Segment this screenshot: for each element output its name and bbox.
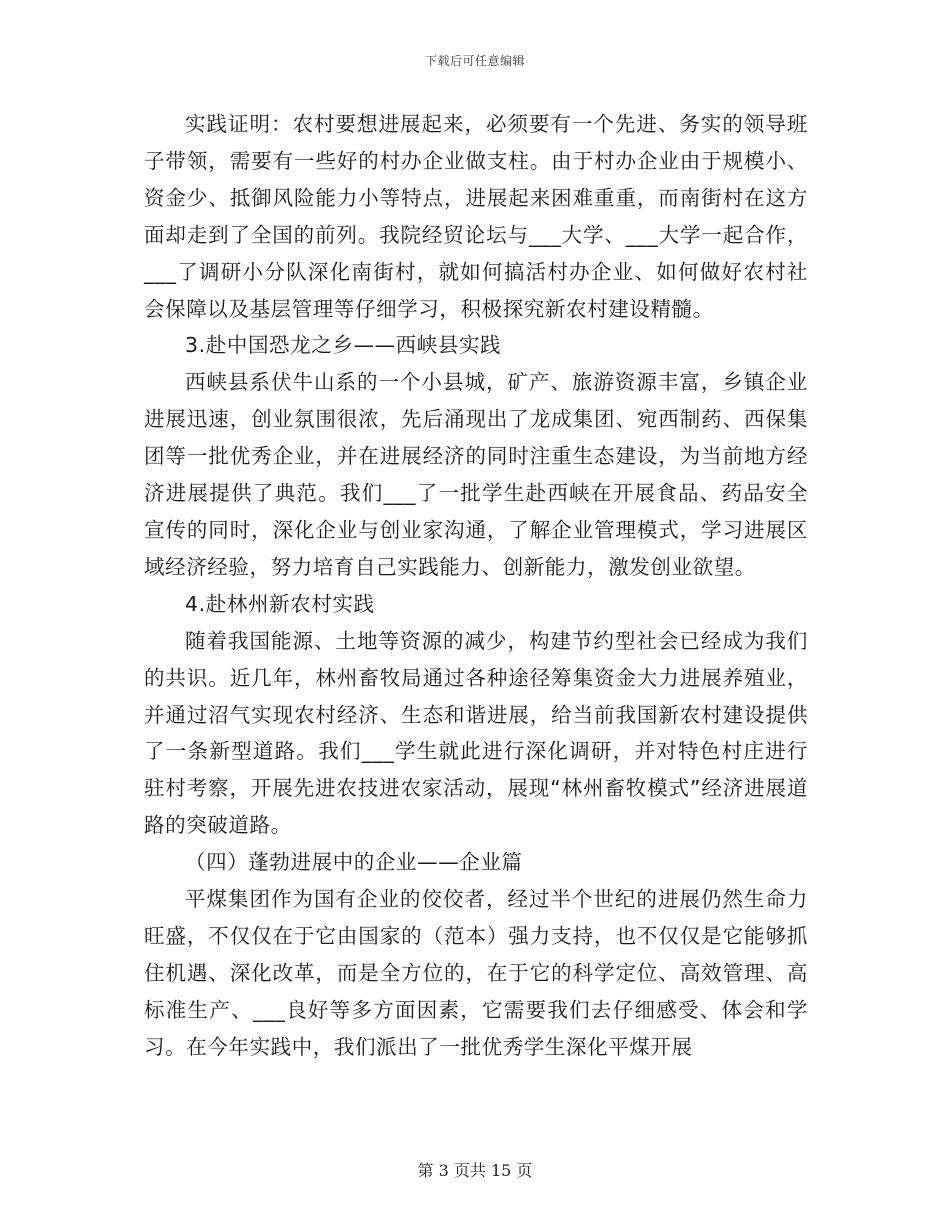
paragraph-pingmei: 平煤集团作为国有企业的佼佼者，经过半个世纪的进展仍然生命力旺盛，不仅仅在于它由国家的（范本）强力支持，也不仅仅是它能够抓住机遇、深化改革，而是全方位的，在于它的科学定位、高效管理、高标准生产、___良好等多方面因素，它需要我们去仔细感受、体会和学习。在今年实践中，我们派出了一批优秀学生深化平煤开展 [144,887,808,1059]
page-header: 下载后可任意编辑 [424,54,525,68]
paragraph-linzhou: 随着我国能源、土地等资源的减少，构建节约型社会已经成为我们的共识。近几年，林州畜牧局通过各种途径筹集资金大力进展养殖业，并通过沼气实现农村经济、生态和谐进展，给当前我国新农村建设提供了一条新型道路。我们___学生就此进行深化调研，并对特色村庄进行驻村考察，开展先进农技进农家活动，展现“林州畜牧模式”经济进展道路的突破道路。 [144,628,808,838]
heading-enterprise-section: （四）蓬勃进展中的企业——企业篇 [185,850,523,875]
paragraph-xixia: 西峡县系伏牛山系的一个小县城，矿产、旅游资源丰富，乡镇企业进展迅速，创业氛围很浓，先后涌现出了龙成集团、宛西制药、西保集团等一批优秀企业，并在进展经济的同时注重生态建设，为当前地方经济进展提供了典范。我们___了一批学生赴西峡在开展食品、药品安全宣传的同时，深化企业与创业家沟通，了解企业管理模式，学习进展区域经济经验，努力培育自己实践能力、创新能力，激发创业欲望。 [144,370,808,579]
heading-linzhou-practice: 4.赴林州新农村实践 [185,591,375,616]
page-footer: 第 3 页共 15 页 [417,1161,533,1180]
paragraph-nanjie-village: 实践证明：农村要想进展起来，必须要有一个先进、务实的领导班子带领，需要有一些好的村办企业做支柱。由于村办企业由于规模小、资金少、抵御风险能力小等特点，进展起来困难重重，而南街村在这方面却走到了全国的前列。我院经贸论坛与___大学、___大学一起合作，___了调研小分队深化南街村，就如何搞活村办企业、如何做好农村社会保障以及基层管理等仔细学习，积极探究新农村建设精髓。 [144,112,808,321]
document-body [144,106,808,1066]
heading-xixia-practice: 3.赴中国恐龙之乡——西峡县实践 [185,333,502,358]
